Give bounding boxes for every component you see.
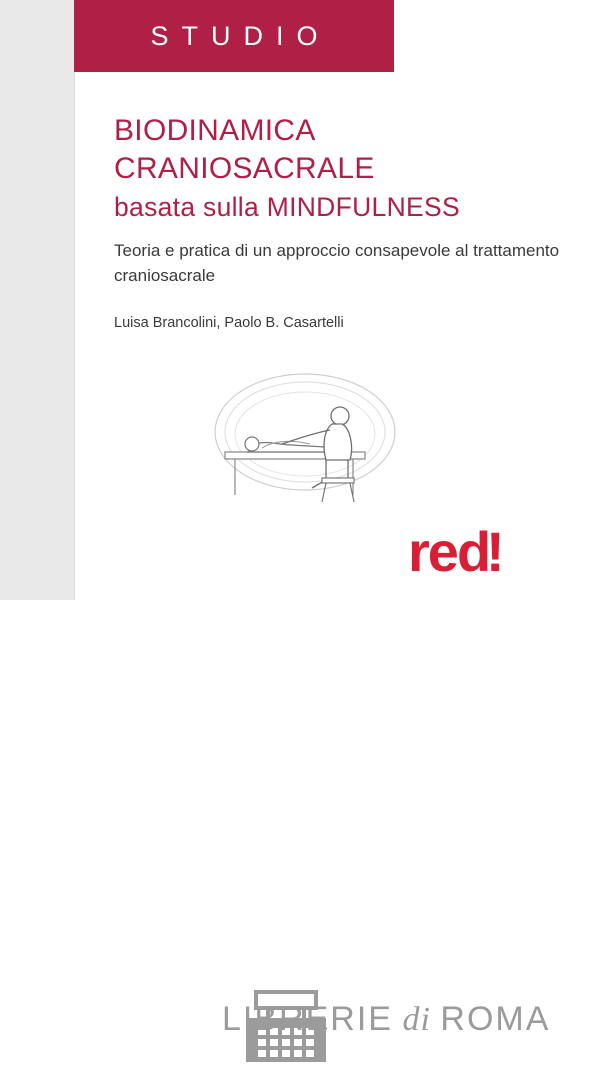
title-line-2: CRANIOSACRALE xyxy=(114,152,375,185)
title-line-1: BIODINAMICA xyxy=(114,114,316,147)
series-banner xyxy=(74,0,394,72)
book-subtitle: Teoria e pratica di un approccio consapevole al trattamento craniosacrale xyxy=(114,241,560,285)
watermark-part-2: di xyxy=(402,1001,431,1038)
watermark-part-3: ROMA xyxy=(440,1000,551,1038)
cover-spine-strip xyxy=(0,0,75,600)
watermark-text xyxy=(222,1000,550,1039)
publisher-logo xyxy=(408,520,512,584)
series-banner-label: STUDIO xyxy=(150,20,331,51)
book-title xyxy=(114,112,584,226)
book-authors: Luisa Brancolini, Paolo B. Casartelli xyxy=(114,315,344,331)
publisher-punctuation: ! xyxy=(486,520,503,583)
watermark-part-1: LIBRERIE xyxy=(222,1000,393,1038)
title-line-3: basata sulla MINDFULNESS xyxy=(114,192,460,222)
publisher-name: red xyxy=(408,520,490,583)
